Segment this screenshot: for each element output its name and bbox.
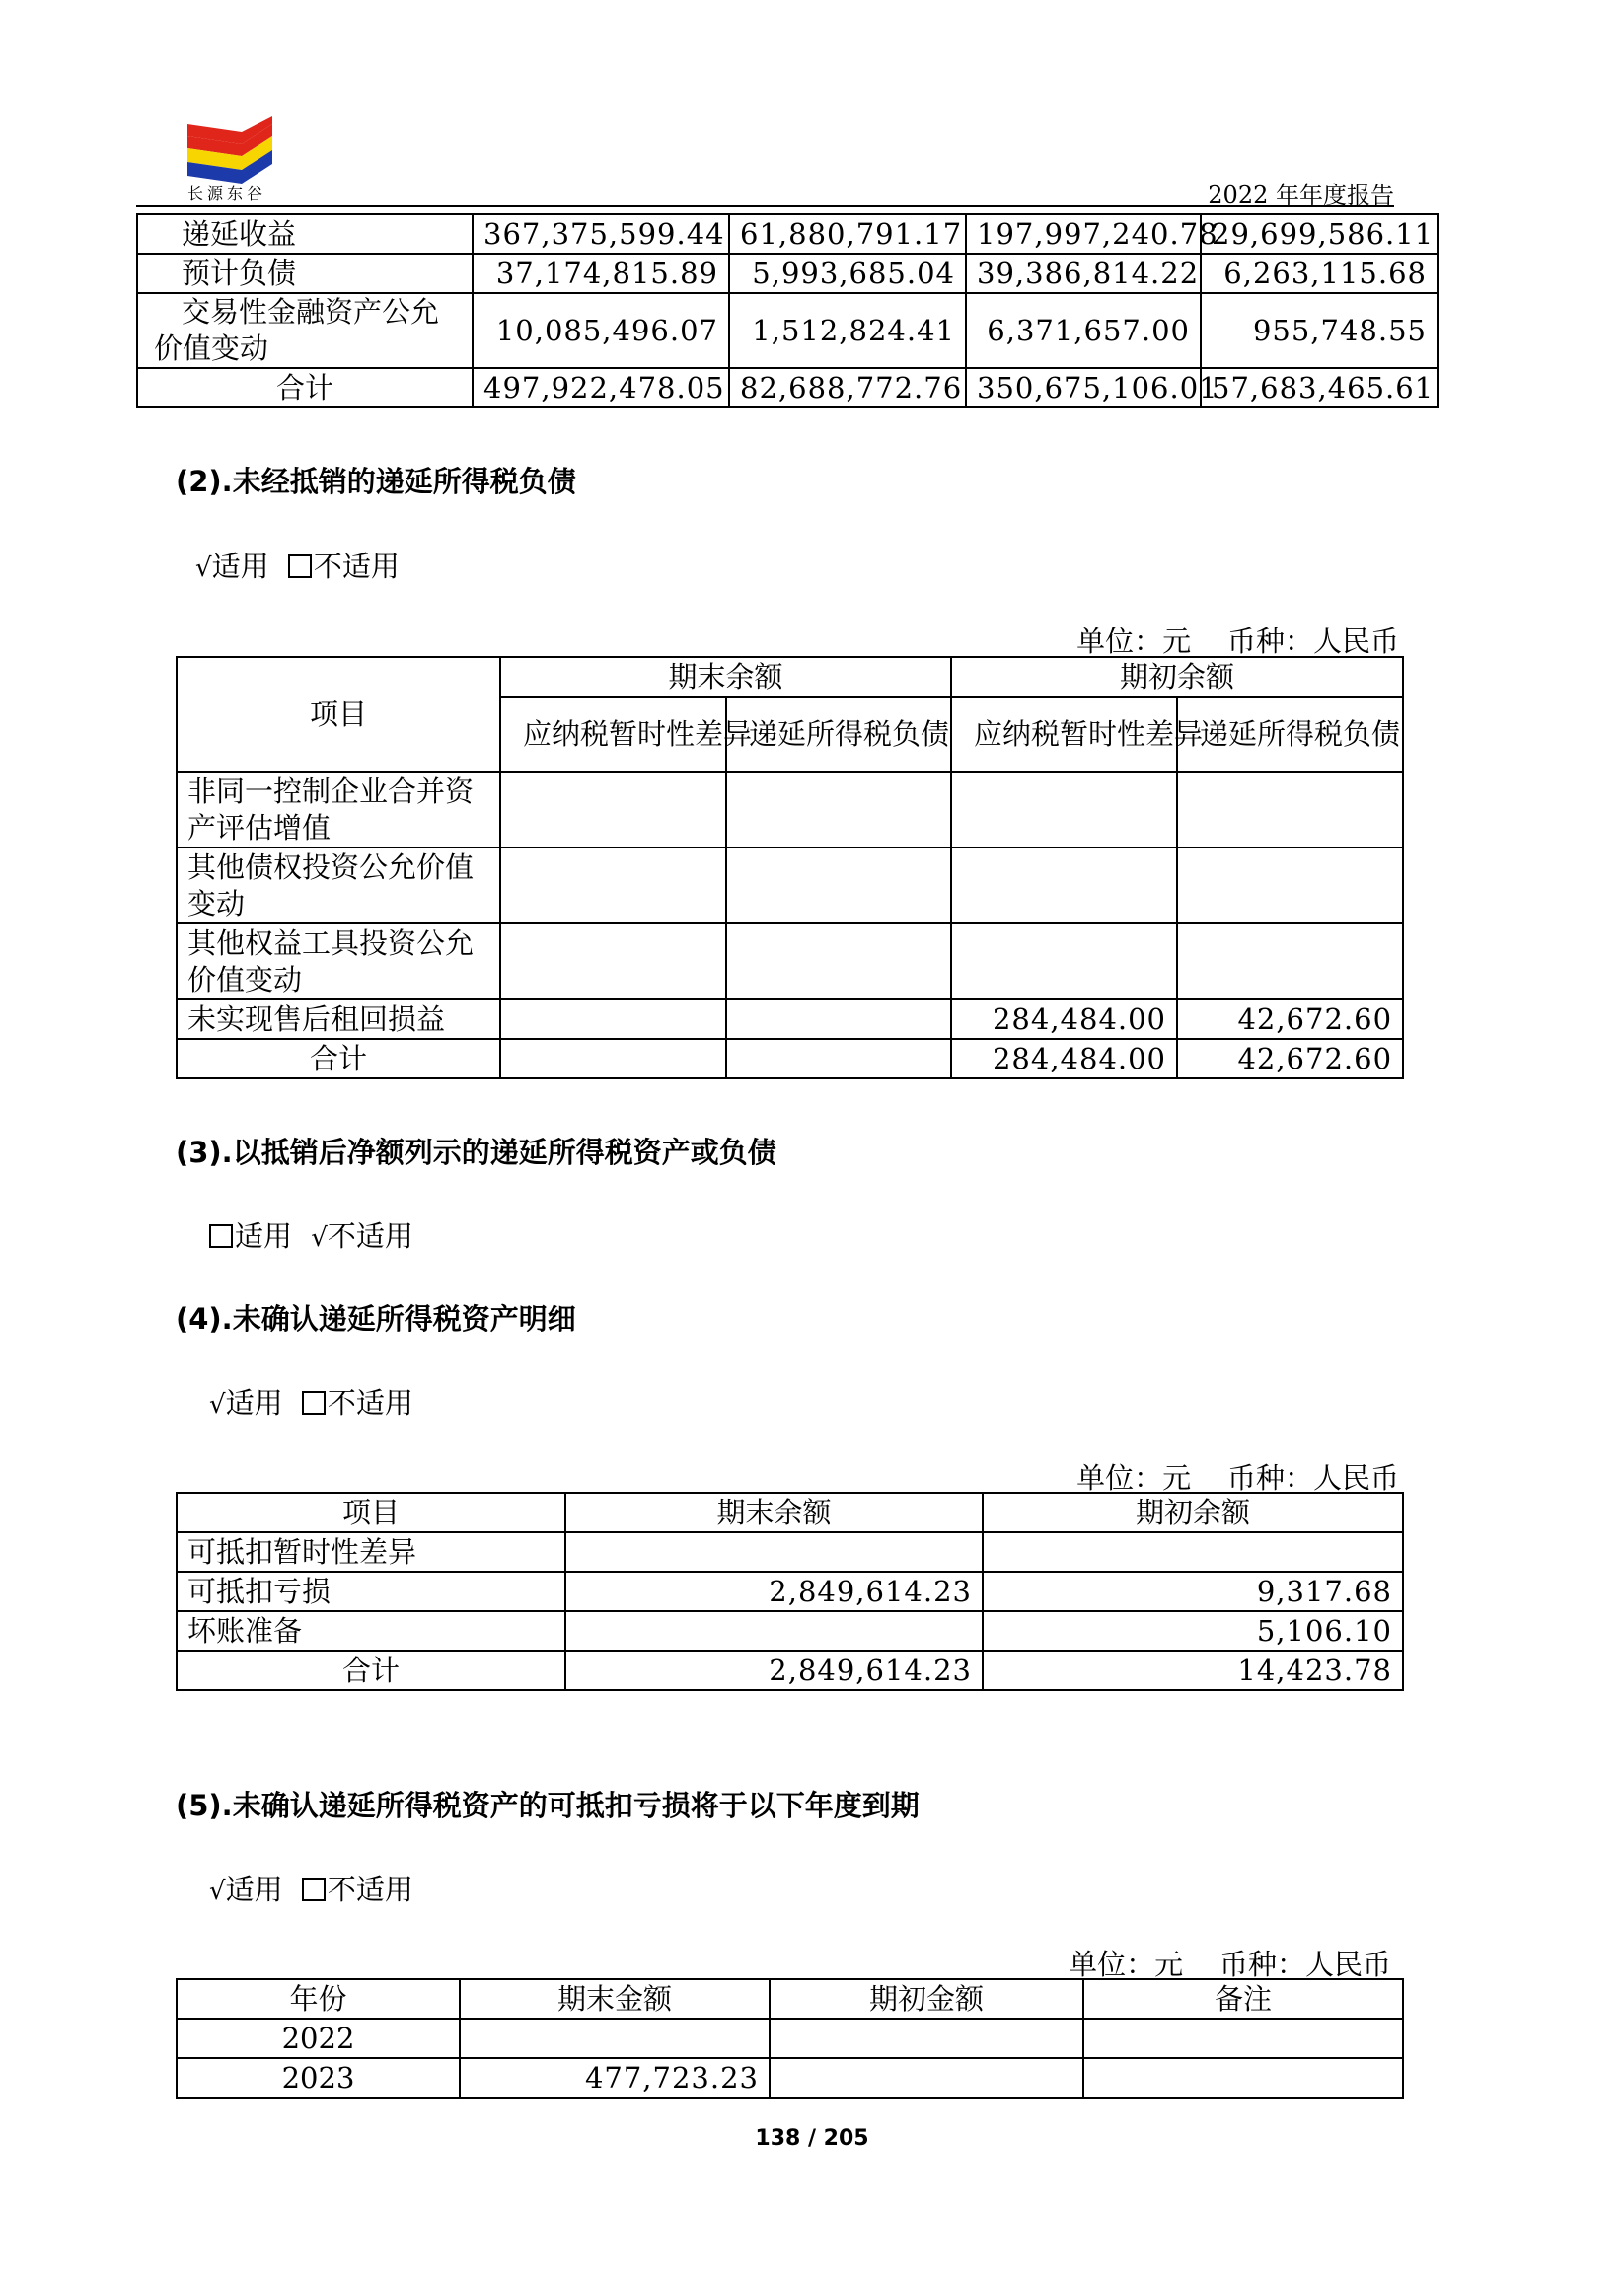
cell: 42,672.60	[1177, 999, 1403, 1039]
table-row	[177, 772, 1403, 848]
unit-label: 单位：元 币种：人民币	[1069, 1948, 1391, 1981]
cell: 955,748.55	[1201, 293, 1438, 368]
cell	[770, 2058, 1083, 2098]
cell: 5,106.10	[983, 1611, 1403, 1651]
table-row	[177, 923, 1403, 999]
cell	[1083, 2058, 1403, 2098]
column-header: 备注	[1083, 1979, 1403, 2019]
checkbox-icon	[288, 554, 312, 578]
cell: 6,263,115.68	[1201, 254, 1438, 293]
row-label: 其他债权投资公允价值变动	[177, 848, 500, 923]
row-label: 预计负债	[137, 254, 473, 293]
table-row	[137, 293, 1438, 368]
column-header: 年份	[177, 1979, 460, 2019]
row-label: 合计	[177, 1039, 500, 1078]
cell	[770, 2019, 1083, 2058]
check-mark-icon: √	[209, 1390, 226, 1420]
row-label: 递延收益	[137, 214, 473, 254]
cell: 10,085,496.07	[473, 293, 729, 368]
check-mark-icon: √	[195, 553, 212, 583]
checkbox-icon	[302, 1878, 326, 1901]
cell	[1177, 923, 1403, 999]
not-applicable-label: 不适用	[327, 1873, 413, 1906]
section-5-applicability	[209, 1868, 413, 1908]
section-3-applicability	[209, 1215, 413, 1255]
cell	[1177, 848, 1403, 923]
cell	[500, 772, 726, 848]
cell: 497,922,478.05	[473, 368, 729, 407]
cell: 29,699,586.11	[1201, 214, 1438, 254]
column-header: 递延所得税负债	[1177, 697, 1403, 772]
unit-label: 单位：元 币种：人民币	[1076, 625, 1399, 658]
row-label: 非同一控制企业合并资产评估增值	[177, 772, 500, 848]
section-4-title: (4).未确认递延所得税资产明细	[176, 1302, 576, 1336]
column-header: 应纳税暂时性差异	[951, 697, 1177, 772]
cell	[1083, 2019, 1403, 2058]
cell	[951, 923, 1177, 999]
checkbox-icon	[302, 1391, 326, 1415]
section-4-applicability	[209, 1381, 413, 1422]
cell: 37,174,815.89	[473, 254, 729, 293]
cell	[726, 772, 951, 848]
table-header-row	[177, 1493, 1403, 1532]
column-header: 期末金额	[460, 1979, 770, 2019]
company-logo	[187, 116, 272, 185]
table-row	[177, 1611, 1403, 1651]
row-label: 可抵扣暂时性差异	[177, 1532, 565, 1572]
row-label: 可抵扣亏损	[177, 1572, 565, 1611]
row-label: 其他权益工具投资公允价值变动	[177, 923, 500, 999]
cell: 477,723.23	[460, 2058, 770, 2098]
cell: 284,484.00	[951, 1039, 1177, 1078]
cell: 5,993,685.04	[729, 254, 966, 293]
column-header: 项目	[177, 1493, 565, 1532]
loss-expiry-table	[176, 1978, 1404, 2099]
table-row	[177, 848, 1403, 923]
cell: 350,675,106.01	[966, 368, 1201, 407]
row-label: 交易性金融资产公允价值变动	[137, 293, 473, 368]
section-5-title: (5).未确认递延所得税资产的可抵扣亏损将于以下年度到期	[176, 1789, 920, 1822]
table-row	[177, 999, 1403, 1039]
year-cell: 2022	[177, 2019, 460, 2058]
cell: 82,688,772.76	[729, 368, 966, 407]
column-header: 应纳税暂时性差异	[500, 697, 726, 772]
not-applicable-label: 不适用	[327, 1219, 413, 1253]
check-mark-icon: √	[209, 1877, 226, 1906]
table-row	[137, 368, 1438, 407]
not-applicable-label: 不适用	[313, 550, 400, 583]
cell	[983, 1532, 1403, 1572]
applicable-label: 适用	[225, 1386, 283, 1420]
row-label: 合计	[137, 368, 473, 407]
table-row	[177, 1532, 1403, 1572]
table-row	[177, 1651, 1403, 1690]
deferred-tax-liabilities-table	[176, 656, 1404, 1079]
unrecognized-deferred-tax-assets-table	[176, 1492, 1404, 1691]
column-header: 递延所得税负债	[726, 697, 951, 772]
logo-text: 长源东谷	[187, 184, 267, 203]
cell: 284,484.00	[951, 999, 1177, 1039]
row-label: 未实现售后租回损益	[177, 999, 500, 1039]
cell: 9,317.68	[983, 1572, 1403, 1611]
column-header: 期末余额	[565, 1493, 983, 1532]
section-3-title: (3).以抵销后净额列示的递延所得税资产或负债	[176, 1136, 776, 1169]
year-cell: 2023	[177, 2058, 460, 2098]
cell	[951, 772, 1177, 848]
check-mark-icon: √	[311, 1223, 328, 1253]
cell	[500, 1039, 726, 1078]
table-row	[177, 1572, 1403, 1611]
applicable-label: 适用	[225, 1873, 283, 1906]
column-header: 期初金额	[770, 1979, 1083, 2019]
cell	[726, 923, 951, 999]
cell: 367,375,599.44	[473, 214, 729, 254]
table-row	[177, 2019, 1403, 2058]
table-header-row	[177, 1979, 1403, 2019]
cell	[500, 848, 726, 923]
table-row	[137, 254, 1438, 293]
section-2-title: (2).未经抵销的递延所得税负债	[176, 465, 576, 498]
cell: 1,512,824.41	[729, 293, 966, 368]
cell	[500, 999, 726, 1039]
checkbox-icon	[209, 1224, 233, 1248]
cell	[460, 2019, 770, 2058]
table-header-row	[177, 657, 1403, 697]
cell	[1177, 772, 1403, 848]
cell: 197,997,240.78	[966, 214, 1201, 254]
report-title: 2022 年年度报告	[1208, 182, 1394, 209]
deferred-tax-assets-table	[136, 213, 1439, 408]
column-header: 项目	[177, 657, 500, 772]
page-number: 138 / 205	[755, 2126, 869, 2151]
table-row	[177, 1039, 1403, 1078]
cell: 2,849,614.23	[565, 1572, 983, 1611]
column-header: 期初余额	[983, 1493, 1403, 1532]
cell: 2,849,614.23	[565, 1651, 983, 1690]
applicable-label: 适用	[211, 550, 269, 583]
cell	[565, 1532, 983, 1572]
cell	[565, 1611, 983, 1651]
cell: 14,423.78	[983, 1651, 1403, 1690]
cell	[726, 999, 951, 1039]
row-label: 合计	[177, 1651, 565, 1690]
cell: 39,386,814.22	[966, 254, 1201, 293]
cell: 57,683,465.61	[1201, 368, 1438, 407]
cell	[951, 848, 1177, 923]
row-label: 坏账准备	[177, 1611, 565, 1651]
section-2-applicability	[195, 545, 400, 585]
cell	[726, 848, 951, 923]
table-row	[177, 2058, 1403, 2098]
cell: 61,880,791.17	[729, 214, 966, 254]
cell	[500, 923, 726, 999]
applicable-label: 适用	[235, 1219, 293, 1253]
column-header: 期末余额	[500, 657, 951, 697]
header-rule	[136, 205, 1394, 207]
table-row	[137, 214, 1438, 254]
cell	[726, 1039, 951, 1078]
unit-label: 单位：元 币种：人民币	[1076, 1461, 1399, 1495]
column-header: 期初余额	[951, 657, 1403, 697]
cell: 6,371,657.00	[966, 293, 1201, 368]
not-applicable-label: 不适用	[327, 1386, 413, 1420]
cell: 42,672.60	[1177, 1039, 1403, 1078]
